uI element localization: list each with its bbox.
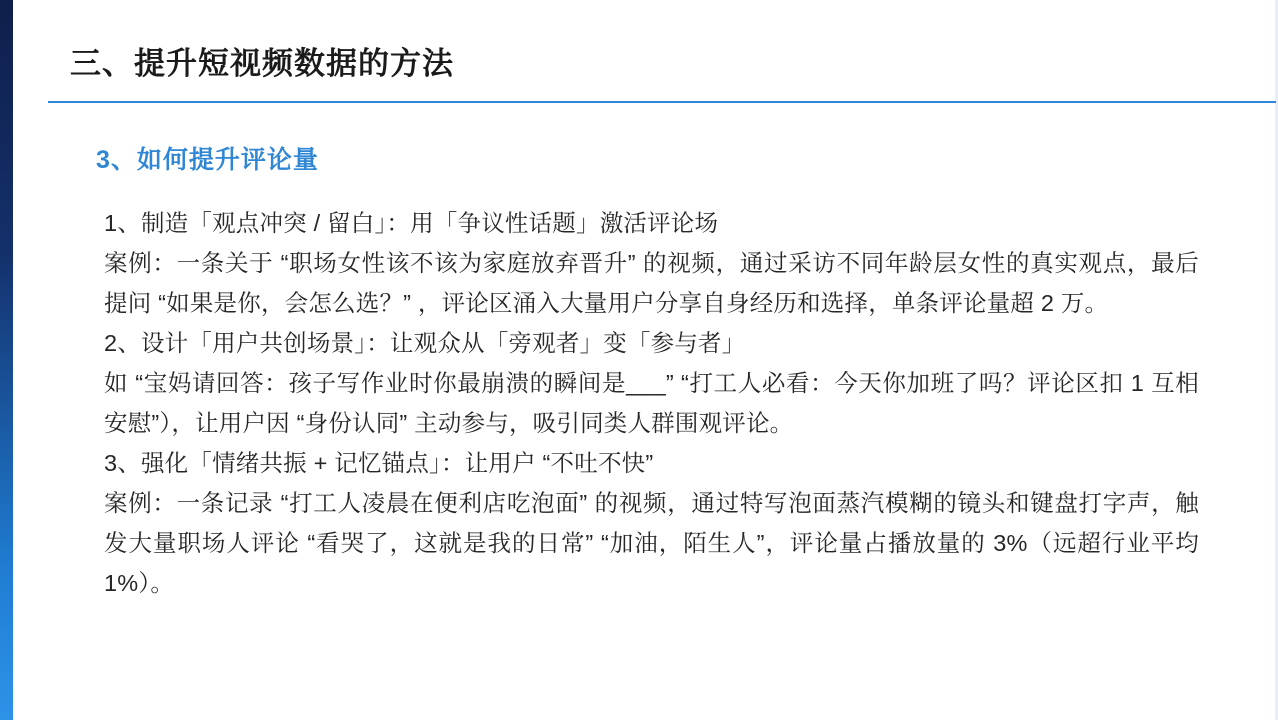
page-title: 三、提升短视频数据的方法 bbox=[70, 46, 454, 81]
paragraph-6: 案例：一条记录 “打工人凌晨在便利店吃泡面” 的视频，通过特写泡面蒸汽模糊的镜头和键盘打字声，触发大量职场人评论 “看哭了，这就是我的日常” “加油，陌生人”，评论量占播放量的 3%（远超行业平均 1%）。 bbox=[104, 490, 1199, 596]
body-content bbox=[104, 203, 1199, 603]
paragraph-1: 1、制造「观点冲突 / 留白」：用「争议性话题」激活评论场 bbox=[104, 210, 719, 236]
left-accent-bar bbox=[0, 0, 13, 720]
paragraph-4: 如 “宝妈请回答：孩子写作业时你最崩溃的瞬间是___” “打工人必看：今天你加班了吗？评论区扣 1 互相安慰”），让用户因 “身份认同” 主动参与，吸引同类人群围观评论。 bbox=[104, 370, 1199, 436]
paragraph-3: 2、设计「用户共创场景」：让观众从「旁观者」变「参与者」 bbox=[104, 330, 746, 356]
section-heading: 3、如何提升评论量 bbox=[96, 146, 319, 174]
title-area bbox=[13, 0, 1275, 103]
title-divider bbox=[48, 101, 1276, 103]
paragraph-5: 3、强化「情绪共振 + 记忆锚点」：让用户 “不吐不快” bbox=[104, 450, 654, 476]
paragraph-2: 案例：一条关于 “职场女性该不该为家庭放弃晋升” 的视频，通过采访不同年龄层女性的真实观点，最后提问 “如果是你，会怎么选？” ，评论区涌入大量用户分享自身经历和选择，单条评论量超 2 万。 bbox=[104, 250, 1199, 316]
